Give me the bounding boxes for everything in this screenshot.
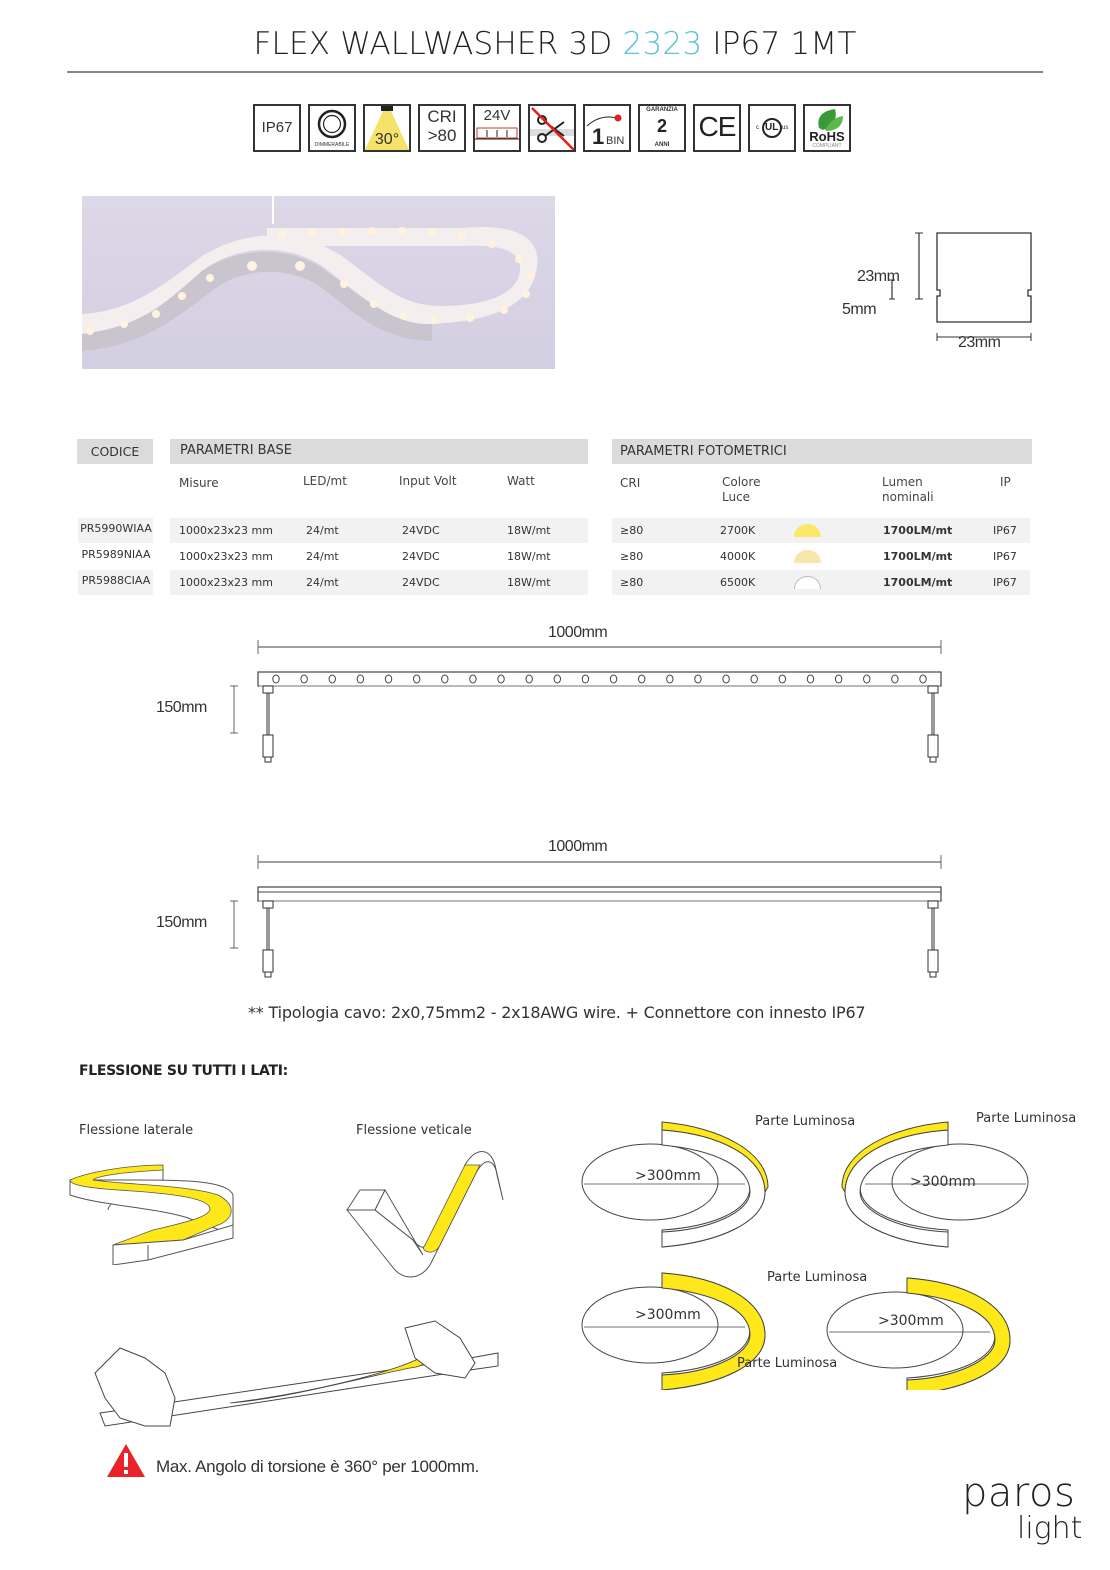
row-volt: 24VDC — [402, 550, 440, 563]
radius-illustrations — [580, 1100, 1100, 1390]
col-ip: IP — [1000, 475, 1011, 489]
radius-figure — [827, 1278, 1010, 1390]
row-misure: 1000x23x23 mm — [179, 524, 273, 537]
title-divider — [67, 71, 1043, 73]
rohs-compliant: COMPLIANT — [812, 143, 842, 149]
twist-illustration — [90, 1318, 510, 1433]
row-misure: 1000x23x23 mm — [179, 576, 273, 589]
row-colore: 2700K — [720, 524, 756, 537]
title-suffix: IP67 1MT — [712, 26, 857, 62]
row-code: PR5989NIAA — [81, 548, 151, 561]
dimmable-label: DIMMERABILE — [314, 142, 350, 148]
row-volt: 24VDC — [402, 524, 440, 537]
photo-row-bg — [612, 570, 1030, 595]
beam-angle-label: 30° — [374, 131, 400, 148]
col-led-mt: LED/mt — [303, 474, 347, 488]
warranty-label: GARANZIA — [646, 107, 678, 113]
profile-notch-label: 5mm — [842, 301, 877, 318]
vertical-flex-label: Flessione veticale — [356, 1123, 472, 1138]
title-highlight: 2323 — [622, 26, 703, 62]
col-cri: CRI — [620, 476, 641, 490]
lateral-flex-illustration — [68, 1150, 238, 1265]
strip-body — [258, 887, 941, 901]
vertical-flex-illustration — [345, 1145, 525, 1285]
connector-tip — [265, 757, 271, 762]
radius-label-1: >300mm — [635, 1168, 701, 1184]
ce-icon — [693, 104, 741, 152]
bin-label: BIN — [606, 135, 625, 147]
drawing2-cable-label: 150mm — [156, 914, 207, 931]
product-photo — [82, 196, 555, 369]
col-watt: Watt — [507, 474, 535, 488]
strip-icon — [475, 106, 519, 150]
warning-icon — [106, 1443, 146, 1478]
col-luce: Luce — [722, 490, 751, 504]
bin-number: 1 — [592, 124, 605, 149]
photo-row-bg — [612, 544, 1030, 569]
ul-icon — [748, 104, 796, 152]
lateral-flex-label: Flessione laterale — [79, 1123, 194, 1138]
row-misure: 1000x23x23 mm — [179, 550, 273, 563]
row-code: PR5988CIAA — [81, 574, 151, 587]
row-cri: ≥80 — [620, 524, 644, 537]
title-prefix: FLEX WALLWASHER 3D — [253, 26, 613, 62]
row-cri: ≥80 — [620, 550, 644, 563]
row-ip: IP67 — [993, 576, 1017, 589]
row-lumen: 1700LM/mt — [883, 576, 953, 589]
row-cri: ≥80 — [620, 576, 644, 589]
col-nominali: nominali — [882, 490, 934, 504]
cable-note: ** Tipologia cavo: 2x0,75mm2 - 2x18AWG wire. + Connettore con innesto IP67 — [248, 1003, 866, 1022]
radius-ellipse — [827, 1292, 963, 1368]
ce-mark: CE — [698, 111, 736, 142]
drawing1-length-label: 1000mm — [548, 624, 608, 641]
cable-gland — [928, 686, 938, 693]
strip-front-drawing — [140, 620, 960, 770]
base-params-header: PARAMETRI BASE — [170, 439, 588, 464]
row-led: 24/mt — [306, 550, 339, 563]
beam-angle-icon — [363, 104, 411, 152]
profile-height-label: 23mm — [857, 268, 900, 285]
ul-us-label: us — [782, 125, 789, 131]
page-title — [0, 26, 1110, 62]
brand-logo-paros: paros — [962, 1470, 1076, 1516]
row-watt: 18W/mt — [507, 576, 551, 589]
connector — [263, 735, 273, 757]
brand-logo-light: light — [1017, 1511, 1083, 1546]
row-lumen: 1700LM/mt — [883, 550, 953, 563]
row-lumen: 1700LM/mt — [883, 524, 953, 537]
luminous-label-4: Parte Luminosa — [737, 1356, 838, 1371]
ip67-icon — [253, 104, 301, 152]
led-strip-photo — [82, 196, 555, 369]
ul-mark: UL — [765, 122, 779, 133]
radius-ellipse — [582, 1287, 718, 1363]
dimension-drawing-front — [140, 620, 960, 770]
codice-header — [77, 439, 153, 464]
cri-icon — [418, 104, 466, 152]
cable-gland — [263, 686, 273, 693]
warranty-unit: ANNI — [654, 142, 670, 148]
radius-figure — [582, 1122, 768, 1247]
luminous-label-2: Parte Luminosa — [976, 1111, 1077, 1126]
drawing1-cable-label: 150mm — [156, 699, 207, 716]
col-misure: Misure — [179, 476, 219, 490]
no-cut-icon — [528, 104, 576, 152]
row-ip: IP67 — [993, 524, 1017, 537]
voltage-label: 24V — [483, 107, 511, 124]
connector-tip — [930, 972, 936, 977]
strip-side-drawing — [140, 835, 960, 985]
row-led: 24/mt — [306, 576, 339, 589]
profile-drawing — [830, 222, 1045, 357]
connector — [263, 950, 273, 972]
drawing2-length-label: 1000mm — [548, 838, 608, 855]
codice-header-label: CODICE — [77, 439, 153, 464]
col-input-volt: Input Volt — [399, 474, 457, 488]
connector — [928, 950, 938, 972]
bin-icon — [583, 104, 631, 152]
cable-gland — [263, 901, 273, 908]
radius-label-3: >300mm — [635, 1307, 701, 1323]
rohs-label: RoHS — [809, 129, 845, 144]
section-profile — [830, 222, 1045, 357]
profile-width-label: 23mm — [958, 334, 1001, 351]
col-lumen: Lumen — [882, 475, 923, 489]
row-ip: IP67 — [993, 550, 1017, 563]
luminous-label-3: Parte Luminosa — [767, 1270, 868, 1285]
photo-row-bg — [612, 518, 1030, 543]
cri-label: CRI — [427, 107, 457, 126]
row-led: 24/mt — [306, 524, 339, 537]
scissors-icon — [530, 106, 574, 150]
photometric-header: PARAMETRI FOTOMETRICI — [612, 439, 1032, 464]
row-volt: 24VDC — [402, 576, 440, 589]
flex-heading: FLESSIONE SU TUTTI I LATI: — [79, 1063, 288, 1079]
row-watt: 18W/mt — [507, 524, 551, 537]
row-colore: 6500K — [720, 576, 756, 589]
row-colore: 4000K — [720, 550, 756, 563]
radius-label-2: >300mm — [910, 1174, 976, 1190]
cri-value: >80 — [427, 126, 457, 145]
ul-c-label: c — [756, 125, 759, 131]
dimmable-icon — [308, 104, 356, 152]
connector-tip — [265, 972, 271, 977]
connector — [928, 735, 938, 757]
radius-label-4: >300mm — [878, 1313, 944, 1329]
connector-tip — [930, 757, 936, 762]
dimension-drawing-side — [140, 835, 960, 985]
luminous-label-1: Parte Luminosa — [755, 1114, 856, 1129]
torsion-warning: Max. Angolo di torsione è 360° per 1000mm. — [156, 1457, 480, 1476]
radius-figure — [582, 1273, 765, 1390]
row-code: PR5990WIAA — [80, 522, 152, 535]
col-colore: Colore — [722, 475, 761, 489]
warranty-years: 2 — [656, 116, 667, 136]
row-watt: 18W/mt — [507, 550, 551, 563]
warranty-icon — [638, 104, 686, 152]
strip-body — [258, 672, 941, 686]
rohs-icon — [803, 104, 851, 152]
cable-gland — [928, 901, 938, 908]
voltage-icon — [473, 104, 521, 152]
feature-icons — [253, 104, 851, 152]
ip67-label: IP67 — [261, 119, 293, 136]
